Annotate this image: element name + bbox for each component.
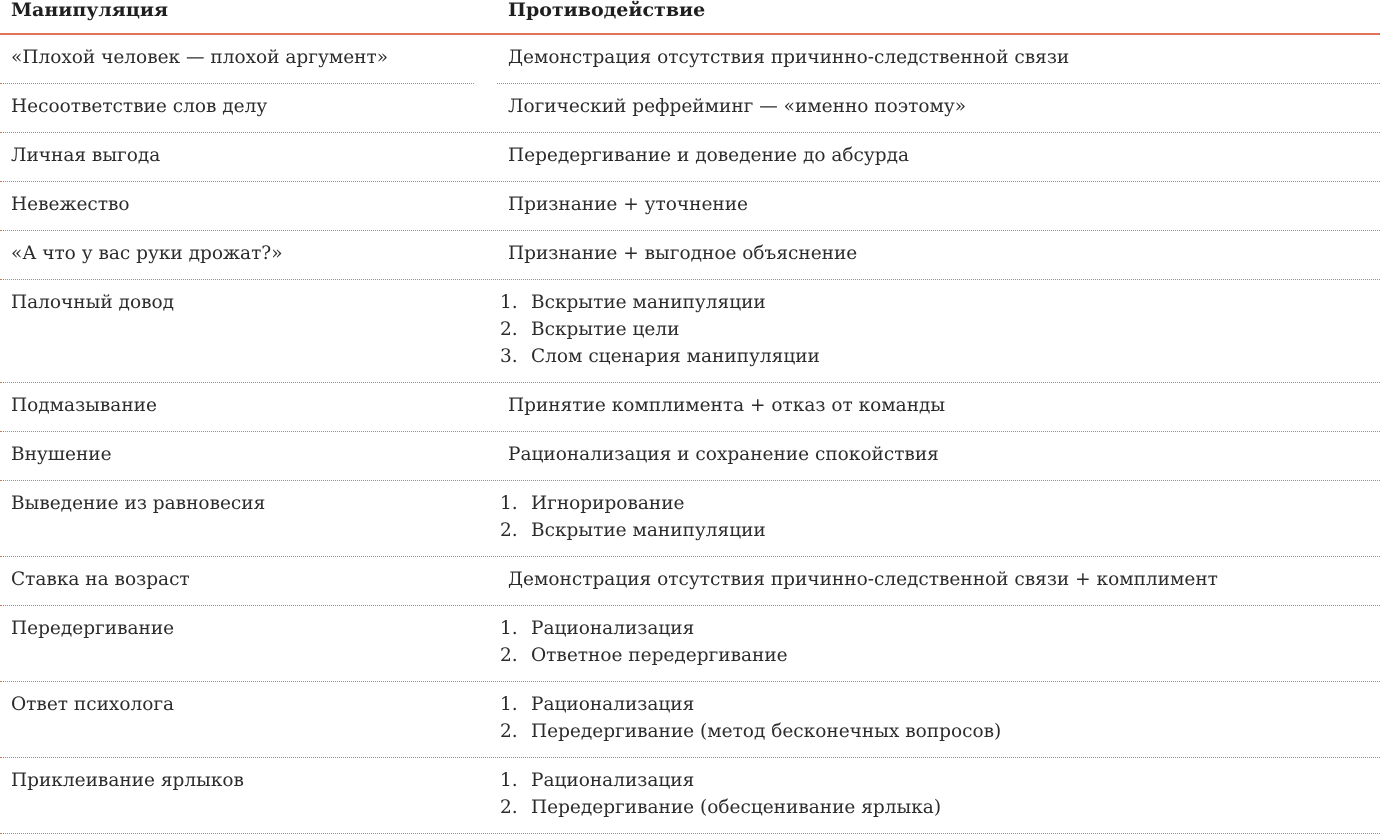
counteraction-cell: Демонстрация отсутствия причинно-следственной связи + комплимент xyxy=(508,569,1218,590)
list-number: 2. xyxy=(500,721,518,742)
list-number: 1. xyxy=(500,292,518,313)
counteraction-item-text: Рационализация xyxy=(531,618,695,639)
list-number: 1. xyxy=(500,618,518,639)
counteraction-cell: Демонстрация отсутствия причинно-следственной связи xyxy=(508,47,1070,68)
counteraction-list-item xyxy=(500,316,820,343)
counteraction-list-item xyxy=(500,289,820,316)
counteraction-list-item xyxy=(500,517,766,544)
table-row xyxy=(0,758,1380,834)
counteraction-list xyxy=(500,490,766,544)
counteraction-list xyxy=(500,767,941,821)
counteraction-cell: Передергивание и доведение до абсурда xyxy=(508,145,910,166)
manipulation-cell: «А что у вас руки дрожат?» xyxy=(11,243,283,264)
counteraction-item-text: Рационализация xyxy=(531,694,695,715)
manipulation-cell: Личная выгода xyxy=(11,145,161,166)
counteraction-item-text: Передергивание (обесценивание ярлыка) xyxy=(531,797,942,818)
manipulation-cell: Передергивание xyxy=(11,618,175,639)
manipulation-cell: Палочный довод xyxy=(11,292,175,313)
counteraction-list xyxy=(500,615,788,669)
counteraction-list-item xyxy=(500,718,1001,745)
table-row xyxy=(0,280,1380,383)
header-manipulation: Манипуляция xyxy=(11,0,169,21)
counteraction-item-text: Вскрытие манипуляции xyxy=(531,292,766,313)
manipulation-cell: Подмазывание xyxy=(11,395,157,416)
counteraction-item-text: Вскрытие цели xyxy=(531,319,680,340)
counteraction-list-item xyxy=(500,691,1001,718)
counteraction-list-item xyxy=(500,615,788,642)
list-number: 1. xyxy=(500,770,518,791)
counteraction-cell: Логический рефрейминг — «именно поэтому» xyxy=(508,96,967,117)
counteraction-list xyxy=(500,289,820,370)
list-number: 2. xyxy=(500,520,518,541)
table-row xyxy=(0,557,1380,606)
counteraction-item-text: Вскрытие манипуляции xyxy=(531,520,766,541)
table-row xyxy=(0,682,1380,758)
counteraction-item-text: Передергивание (метод бесконечных вопросов) xyxy=(531,721,1002,742)
manipulation-cell: Ставка на возраст xyxy=(11,569,190,590)
manipulation-cell: Приклеивание ярлыков xyxy=(11,770,244,791)
manipulation-cell: Ответ психолога xyxy=(11,694,175,715)
table-row xyxy=(0,133,1380,182)
table-row xyxy=(0,383,1380,432)
list-number: 2. xyxy=(500,797,518,818)
counteraction-list-item xyxy=(500,794,941,821)
table-row xyxy=(0,231,1380,280)
list-number: 1. xyxy=(500,493,518,514)
manipulation-cell: Невежество xyxy=(11,194,130,215)
table-row xyxy=(0,432,1380,481)
counteraction-list-item xyxy=(500,343,820,370)
manipulation-cell: Несоответствие слов делу xyxy=(11,96,268,117)
counteraction-item-text: Рационализация xyxy=(531,770,695,791)
table-row xyxy=(0,606,1380,682)
counteraction-cell: Признание + выгодное объяснение xyxy=(508,243,858,264)
table-row xyxy=(0,84,1380,133)
counteraction-list-item xyxy=(500,767,941,794)
table-header xyxy=(0,0,1380,35)
list-number: 2. xyxy=(500,645,518,666)
counteraction-item-text: Слом сценария манипуляции xyxy=(531,346,820,367)
counteraction-list-item xyxy=(500,490,766,517)
list-number: 2. xyxy=(500,319,518,340)
counteraction-item-text: Ответное передергивание xyxy=(531,645,788,666)
table-row xyxy=(0,182,1380,231)
manipulation-cell: Выведение из равновесия xyxy=(11,493,266,514)
manipulation-cell: «Плохой человек — плохой аргумент» xyxy=(11,47,389,68)
list-number: 1. xyxy=(500,694,518,715)
counteraction-cell: Рационализация и сохранение спокойствия xyxy=(508,444,939,465)
table-row xyxy=(0,35,1380,84)
table-row xyxy=(0,481,1380,557)
counteraction-item-text: Игнорирование xyxy=(531,493,685,514)
counteraction-cell: Признание + уточнение xyxy=(508,194,749,215)
manipulation-cell: Внушение xyxy=(11,444,112,465)
counteraction-list-item xyxy=(500,642,788,669)
header-counteraction: Противодействие xyxy=(508,0,706,21)
counteraction-cell: Принятие комплимента + отказ от команды xyxy=(508,395,946,416)
list-number: 3. xyxy=(500,346,518,367)
counteraction-list xyxy=(500,691,1001,745)
